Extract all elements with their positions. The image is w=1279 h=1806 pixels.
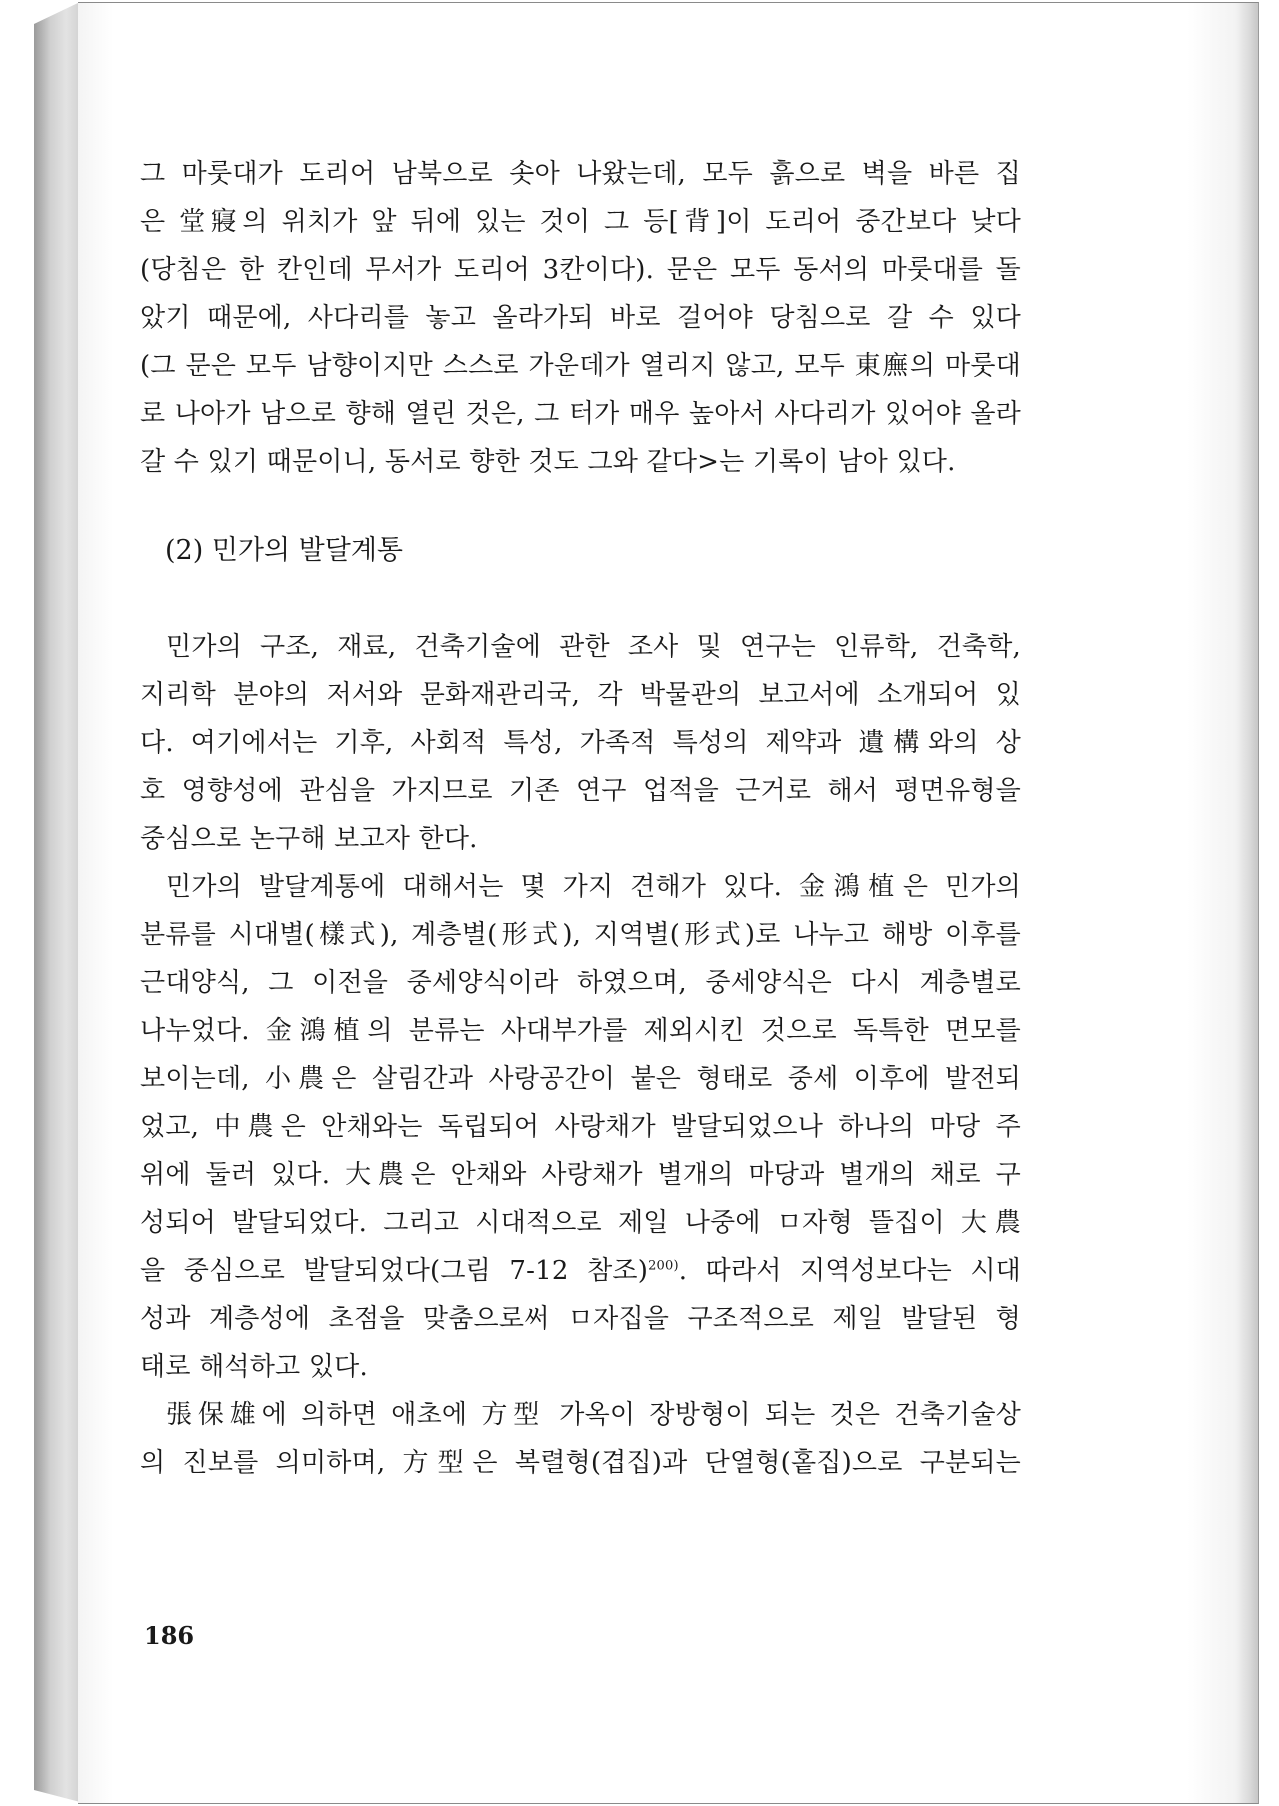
paragraph-continuation bbox=[140, 150, 1021, 486]
text-line: (당침은 한 칸인데 무서가 도리어 3칸이다). 문은 모두 동서의 마룻대를 돌 bbox=[140, 255, 1021, 285]
text-line: 위에 둘러 있다. 大農은 안채와 사랑채가 별개의 마당과 별개의 채로 구 bbox=[140, 1160, 1021, 1190]
paragraph-1 bbox=[140, 623, 1021, 863]
text-line: 민가의 발달계통에 대해서는 몇 가지 견해가 있다. 金鴻植은 민가의 bbox=[166, 872, 1021, 902]
text-line: 근대양식, 그 이전을 중세양식이라 하였으며, 중세양식은 다시 계층별로 bbox=[140, 968, 1021, 998]
text-line: 성되어 발달되었다. 그리고 시대적으로 제일 나중에 ㅁ자형 뜰집이 大農 bbox=[140, 1208, 1021, 1238]
text-line: 갈 수 있기 때문이니, 동서로 향한 것도 그와 같다>는 기록이 남아 있다. bbox=[140, 447, 956, 477]
text-fragment: 을 중심으로 발달되었다(그림 7-12 참조) bbox=[140, 1256, 649, 1286]
text-line bbox=[140, 1247, 1021, 1295]
text-line: 중심으로 논구해 보고자 한다. bbox=[140, 824, 478, 854]
text-line: 은 堂寢의 위치가 앞 뒤에 있는 것이 그 등[背]이 도리어 중간보다 낮다 bbox=[140, 207, 1021, 237]
text-line: 의 진보를 의미하며, 方型은 복렬형(겹집)과 단열형(홑집)으로 구분되는 bbox=[140, 1448, 1021, 1478]
paragraph-2 bbox=[140, 863, 1021, 1391]
text-fragment: . 따라서 지역성보다는 시대 bbox=[678, 1256, 1021, 1286]
page-body bbox=[140, 150, 1021, 1487]
page-number: 186 bbox=[144, 1621, 195, 1650]
text-line: 았기 때문에, 사다리를 놓고 올라가되 바로 걸어야 당침으로 갈 수 있다 bbox=[140, 303, 1021, 333]
text-line: (그 문은 모두 남향이지만 스스로 가운데가 열리지 않고, 모두 東廡의 마룻대 bbox=[140, 351, 1021, 381]
text-line: 태로 해석하고 있다. bbox=[140, 1352, 368, 1382]
text-line: 로 나아가 남으로 향해 열린 것은, 그 터가 매우 높아서 사다리가 있어야 올라 bbox=[140, 399, 1021, 429]
section-heading: (2) 민가의 발달계통 bbox=[165, 535, 403, 566]
text-line: 보이는데, 小農은 살림간과 사랑공간이 붙은 형태로 중세 이후에 발전되 bbox=[140, 1064, 1021, 1094]
text-line: 張保雄에 의하면 애초에 方型 가옥이 장방형이 되는 것은 건축기술상 bbox=[166, 1400, 1021, 1430]
text-line: 그 마룻대가 도리어 남북으로 솟아 나왔는데, 모두 흙으로 벽을 바른 집 bbox=[140, 159, 1021, 189]
text-line: 다. 여기에서는 기후, 사회적 특성, 가족적 특성의 제약과 遺構와의 상 bbox=[140, 728, 1021, 758]
paragraph-3 bbox=[140, 1391, 1021, 1487]
text-line: 지리학 분야의 저서와 문화재관리국, 각 박물관의 보고서에 소개되어 있 bbox=[140, 680, 1021, 710]
page-edge-shadow bbox=[1236, 3, 1258, 1803]
text-line: 었고, 中農은 안채와는 독립되어 사랑채가 발달되었으나 하나의 마당 주 bbox=[140, 1112, 1021, 1142]
text-line: 성과 계층성에 초점을 맞춤으로써 ㅁ자집을 구조적으로 제일 발달된 형 bbox=[140, 1304, 1021, 1334]
text-line: 민가의 구조, 재료, 건축기술에 관한 조사 및 연구는 인류학, 건축학, bbox=[166, 632, 1021, 662]
footnote-reference: 200) bbox=[648, 1258, 679, 1274]
text-line: 나누었다. 金鴻植의 분류는 사대부가를 제외시킨 것으로 독특한 면모를 bbox=[140, 1016, 1021, 1046]
text-line: 호 영향성에 관심을 가지므로 기존 연구 업적을 근거로 해서 평면유형을 bbox=[140, 776, 1021, 806]
text-line: 분류를 시대별(樣式), 계층별(形式), 지역별(形式)로 나누고 해방 이후를 bbox=[140, 920, 1021, 950]
book-spine bbox=[34, 2, 80, 1802]
